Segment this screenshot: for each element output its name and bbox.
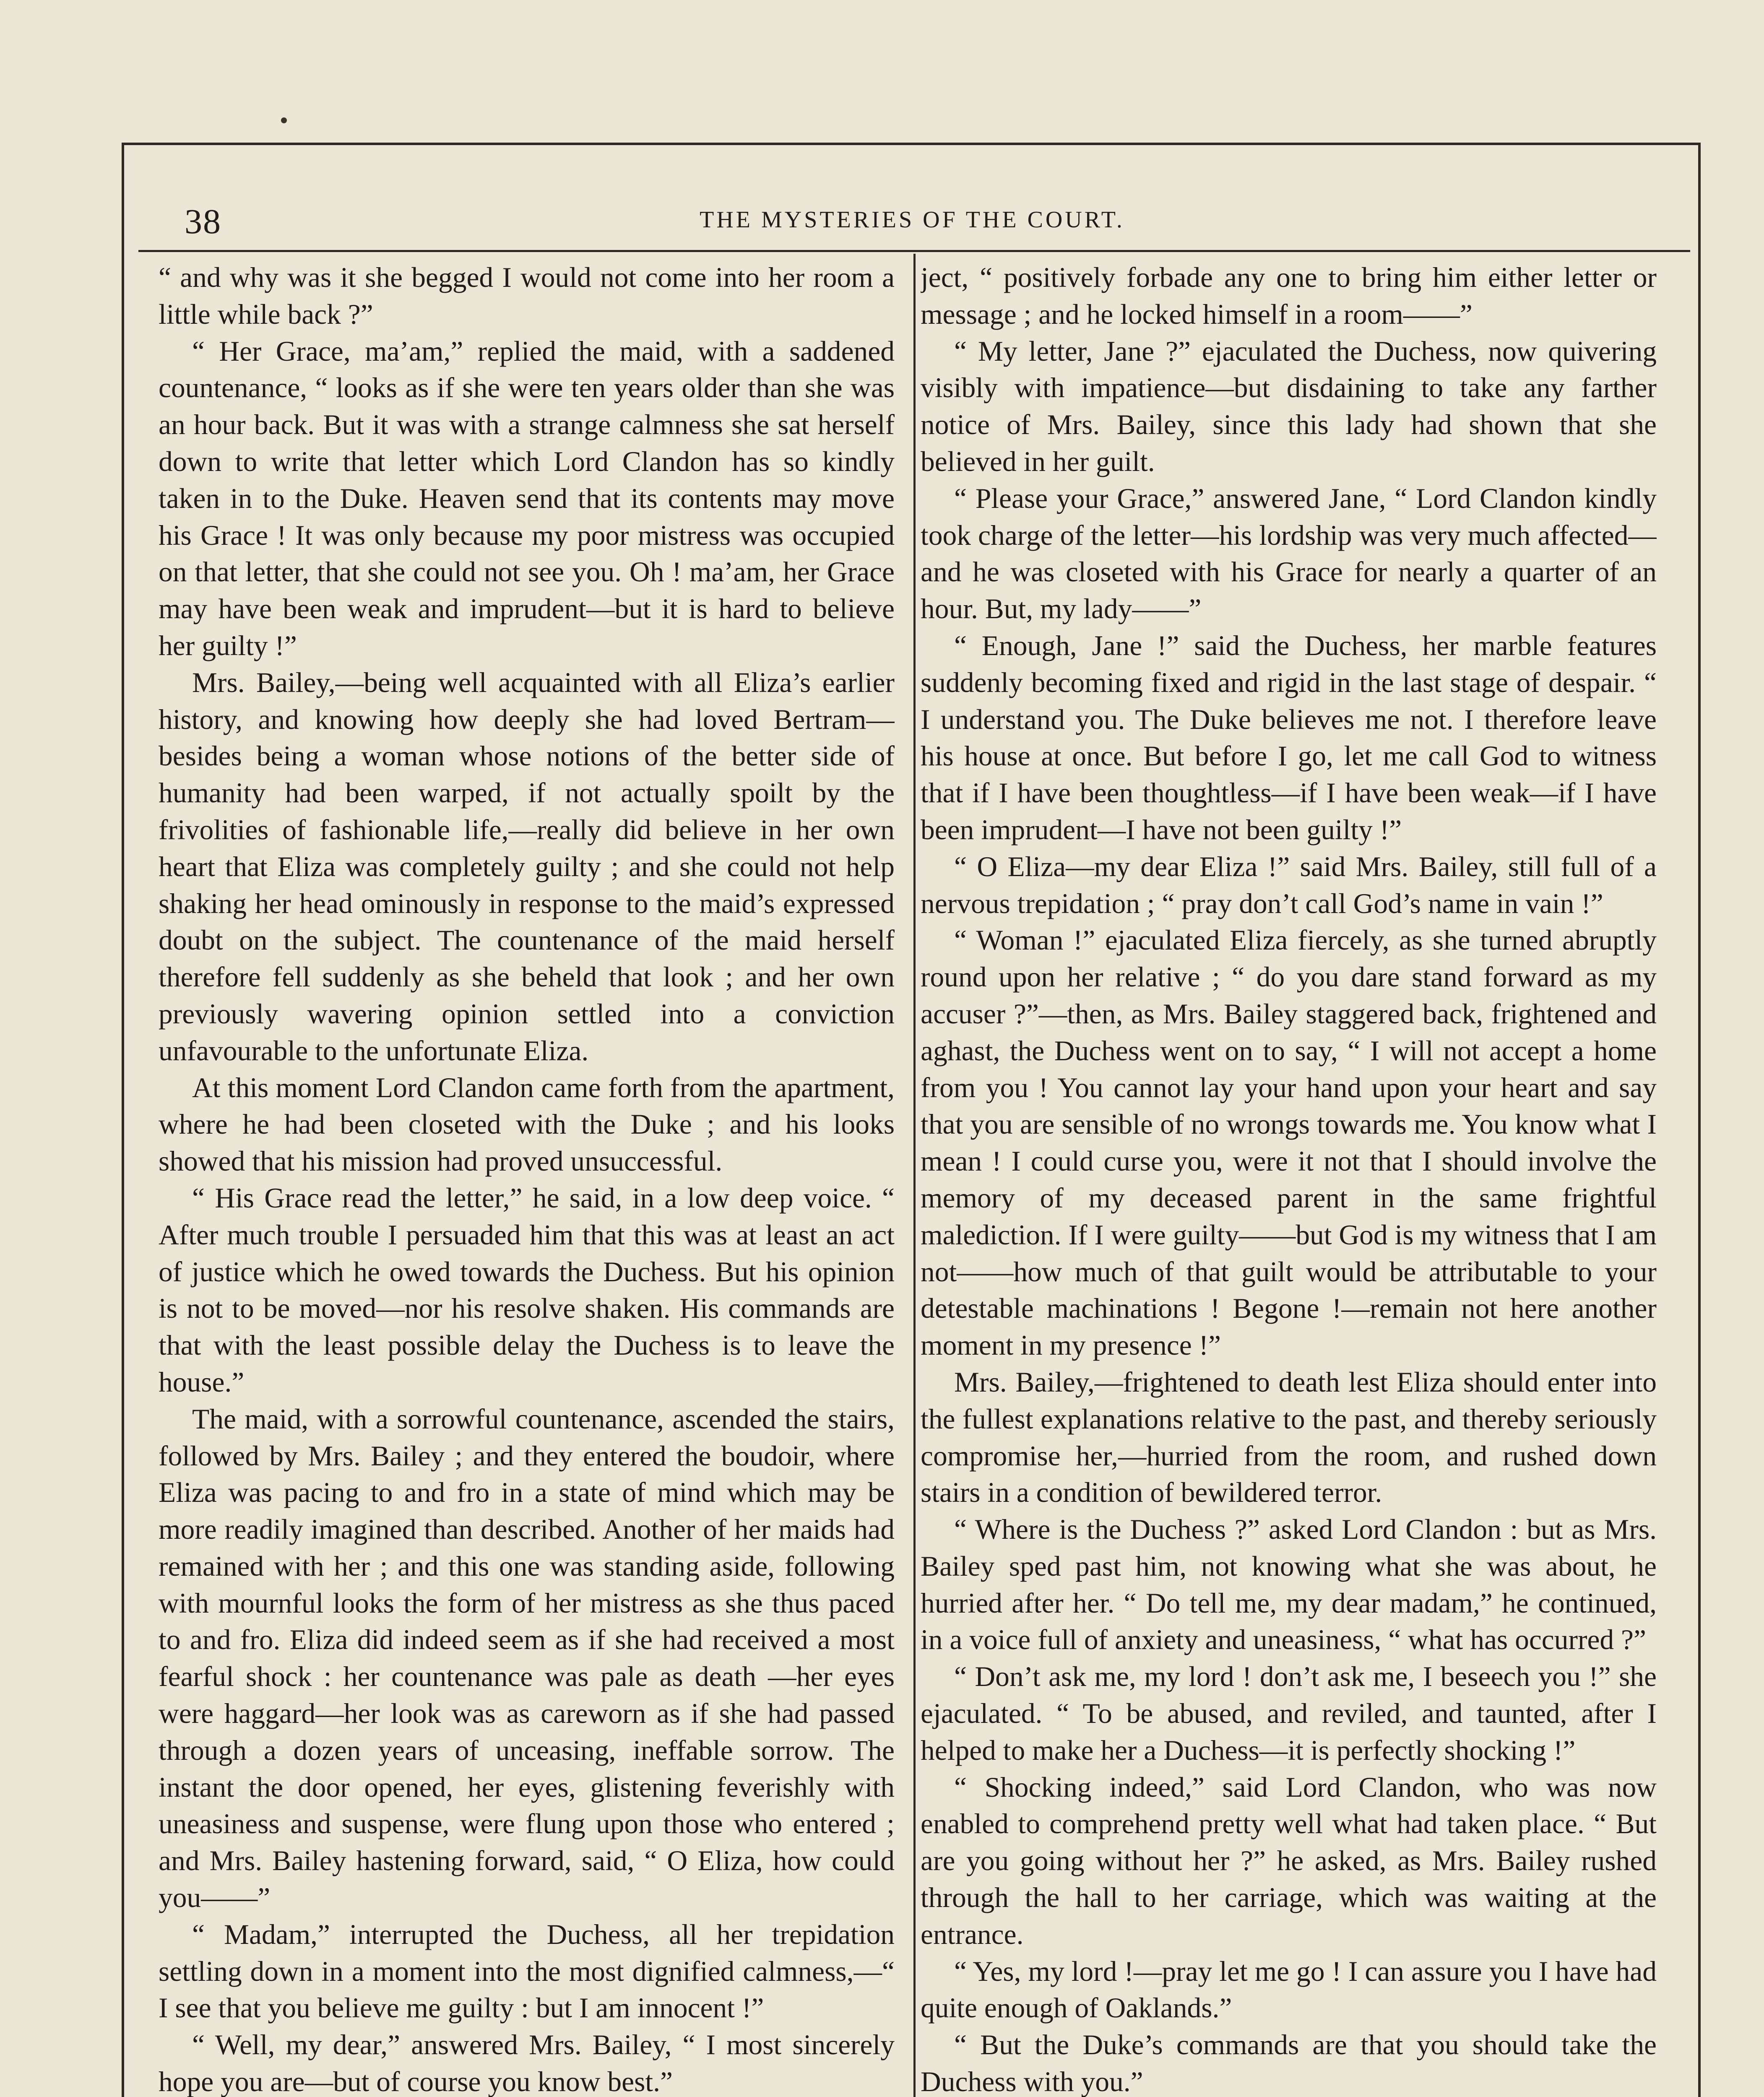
paragraph: ject, “ positively forbade any one to bring him either letter or message ; and he locked himself in a room——” [921, 262, 1657, 330]
paragraph: The maid, with a sorrowful countenance, ascended the stairs, followed by Mrs. Bailey ; and they entered the boudoir, where Eliza was pacing to and fro in a state of mind which may be more readily imagined than described. Another of her maids had remained with her ; and this one was standing aside, following with mournful looks the form of her mistress as she thus paced to and fro. Eliza did indeed seem as if she had received a most fearful shock : her countenance was pale as death —her eyes were haggard—her look was as careworn as if she had passed through a dozen years of unceasing, ineffable sorrow. The instant the door opened, her eyes, glistening feverishly with uneasiness and suspense, were flung upon those who entered ; and Mrs. Bailey hastening forward, said, “ O Eliza, how could you——” [159, 1403, 895, 1914]
ink-speck [281, 117, 287, 123]
paragraph: “ O Eliza—my dear Eliza !” said Mrs. Bailey, still full of a nervous trepidation ; “ pray don’t call God’s name in vain !” [921, 851, 1657, 919]
paragraph: “ Shocking indeed,” said Lord Clandon, who was now enabled to comprehend pretty well what had taken place. “ But are you going without her ?” he asked, as Mrs. Bailey rushed through the hall to her carriage, which was waiting at the entrance. [921, 1771, 1657, 1950]
paragraph: Mrs. Bailey,—frightened to death lest Eliza should enter into the fullest explanations relative to the past, and thereby seriously compromise her,—hurried from the room, and rushed down stairs in a condition of bewildered terror. [921, 1366, 1657, 1509]
paragraph: “ But the Duke’s commands are that you should take the Duchess with you.” [921, 2029, 1657, 2097]
paragraph: “ Don’t ask me, my lord ! don’t ask me, I beseech you !” she ejaculated. “ To be abused, and reviled, and taunted, after I helped to make her a Duchess—it is perfectly shocking !” [921, 1661, 1657, 1766]
paragraph: At this moment Lord Clandon came forth from the apartment, where he had been closeted with the Duke ; and his looks showed that his mission had proved unsuccessful. [159, 1072, 895, 1177]
paragraph: “ Woman !” ejaculated Eliza fiercely, as she turned abruptly round upon her relative ; “ do you dare stand forward as my accuser ?”—then, as Mrs. Bailey staggered back, frightened and aghast, the Duchess went on to say, “ I will not accept a home from you ! You cannot lay your hand upon your heart and say that you are sensible of no wrongs towards me. You know what I mean ! I could curse you, were it not that I should involve the memory of my deceased parent in the same frightful malediction. If I were guilty——but God is my witness that I am not——how much of that guilt would be attributable to your detestable machinations ! Begone !—remain not here another moment in my presence !” [921, 924, 1657, 1361]
paragraph: “ Where is the Duchess ?” asked Lord Clandon : but as Mrs. Bailey sped past him, not knowing what she was about, he hurried after her. “ Do tell me, my dear madam,” he continued, in a voice full of anxiety and uneasiness, “ what has occurred ?” [921, 1514, 1657, 1656]
paragraph: Mrs. Bailey,—being well acquainted with all Eliza’s earlier history, and knowing how deeply she had loved Bertram—besides being a woman whose notions of the better side of humanity had been warped, if not actually spoilt by the frivolities of fashionable life,—really did believe in her own heart that Eliza was completely guilty ; and she could not help shaking her head ominously in response to the maid’s expressed doubt on the subject. The countenance of the maid herself therefore fell suddenly as she beheld that look ; and her own previously wavering opinion settled into a conviction unfavourable to the unfortunate Eliza. [159, 666, 895, 1067]
paragraph: “ Enough, Jane !” said the Duchess, her marble features suddenly becoming fixed and rigid in the last stage of despair. “ I understand you. The Duke believes me not. I therefore leave his house at once. But before I go, let me call God to witness that if I have been thoughtless—if I have been weak—if I have been imprudent—I have not been guilty !” [921, 630, 1657, 846]
paragraph: “ Please your Grace,” answered Jane, “ Lord Clandon kindly took charge of the letter—his lordship was very much affected—and he was closeted with his Grace for nearly a quarter of an hour. But, my lady——” [921, 482, 1657, 625]
left-column [159, 259, 895, 2097]
paragraph: “ Yes, my lord !—pray let me go ! I can assure you I have had quite enough of Oaklands.” [921, 1955, 1657, 2024]
paragraph: “ Madam,” interrupted the Duchess, all her trepidation settling down in a moment into the most dignified calmness,—“ I see that you believe me guilty : but I am innocent !” [159, 1918, 895, 2024]
column-divider [913, 254, 916, 2097]
paragraph: “ My letter, Jane ?” ejaculated the Duchess, now quivering visibly with impatience—but disdaining to take any farther notice of Mrs. Bailey, since this lady had shown that she believed in her guilt. [921, 335, 1657, 477]
paragraph: “ Well, my dear,” answered Mrs. Bailey, “ I most sincerely hope you are—but of course you know best.” [159, 2029, 895, 2097]
running-title: THE MYSTERIES OF THE COURT. [700, 207, 1125, 233]
page-number: 38 [185, 202, 221, 241]
paragraph: “ and why was it she begged I would not come into her room a little while back ?” [159, 262, 895, 330]
header-rule [138, 250, 1690, 252]
paragraph: “ His Grace read the letter,” he said, in a low deep voice. “ After much trouble I persuaded him that this was at least an act of justice which he owed towards the Duchess. But his opinion is not to be moved—nor his resolve shaken. His commands are that with the least possible delay the Duchess is to leave the house.” [159, 1182, 895, 1398]
page-header [130, 197, 1694, 247]
right-column [921, 259, 1657, 2097]
paragraph: “ Her Grace, ma’am,” replied the maid, with a saddened countenance, “ looks as if she were ten years older than she was an hour back. But it was with a strange calmness she sat herself down to write that letter which Lord Clandon has so kindly taken in to the Duke. Heaven send that its contents may move his Grace ! It was only because my poor mistress was occupied on that letter, that she could not see you. Oh ! ma’am, her Grace may have been weak and imprudent—but it is hard to believe her guilty !” [159, 335, 895, 661]
